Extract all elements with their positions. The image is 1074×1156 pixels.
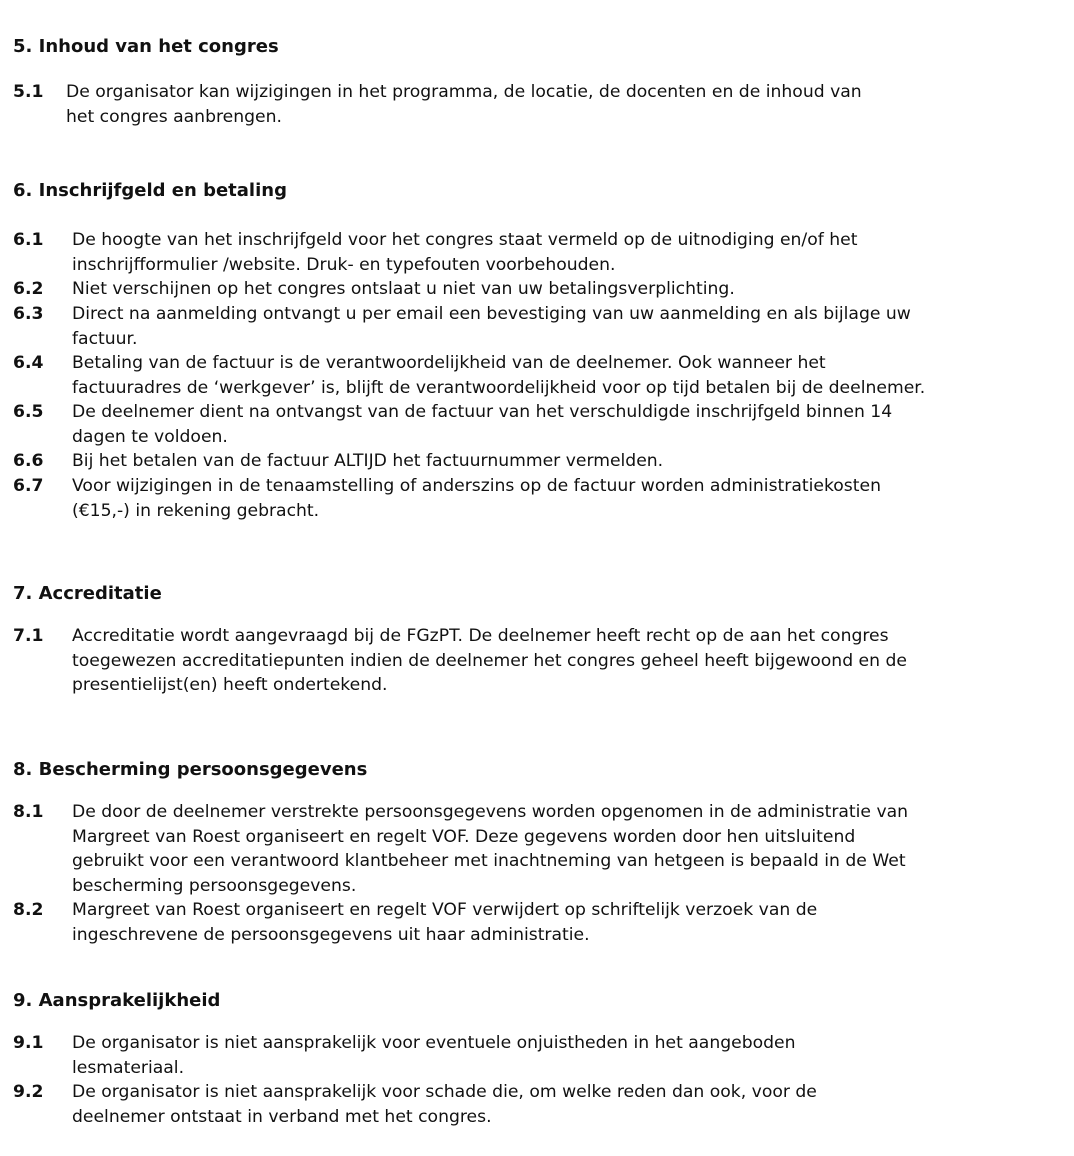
clause-text: De organisator kan wijzigingen in het programma, de locatie, de docenten en de inhoud van het congres aanbrengen. — [66, 82, 862, 127]
clause-number: 7.1 — [13, 626, 44, 646]
clause-6-4 — [13, 351, 925, 400]
clause-number: 8.2 — [13, 900, 44, 920]
clause-6-3 — [13, 302, 911, 351]
clause-6-6 — [13, 449, 663, 474]
clause-9-1 — [13, 1031, 796, 1080]
section-heading-7: 7. Accreditatie — [13, 583, 162, 604]
clause-number: 6.6 — [13, 451, 44, 471]
clause-text: De organisator is niet aansprakelijk voor schade die, om welke reden dan ook, voor de deelnemer ontstaat in verband met het congres. — [72, 1082, 817, 1127]
clause-6-7 — [13, 474, 881, 523]
clause-text: Accreditatie wordt aangevraagd bij de FGzPT. De deelnemer heeft recht op de aan het congres toegewezen accreditatiepunten indien de deelnemer het congres geheel heeft bijgewoond en de presentielijst(en) heeft ondertekend. — [72, 626, 907, 695]
clause-6-1 — [13, 228, 857, 277]
clause-8-2 — [13, 898, 817, 947]
clause-number: 9.2 — [13, 1082, 44, 1102]
clause-number: 6.4 — [13, 353, 44, 373]
clause-number: 9.1 — [13, 1033, 44, 1053]
clause-6-5 — [13, 400, 892, 449]
clause-8-1 — [13, 800, 908, 898]
clause-text: Voor wijzigingen in de tenaamstelling of anderszins op de factuur worden administratiekosten (€15,-) in rekening gebracht. — [72, 476, 881, 521]
clause-text: Betaling van de factuur is de verantwoordelijkheid van de deelnemer. Ook wanneer het factuuradres de ‘werkgever’ is, blijft de verantwoordelijkheid voor op tijd betalen bij de deelnemer. — [72, 353, 926, 398]
section-heading-9: 9. Aansprakelijkheid — [13, 990, 221, 1011]
clause-text: Bij het betalen van de factuur ALTIJD het factuurnummer vermelden. — [72, 451, 664, 471]
clause-number: 6.3 — [13, 304, 44, 324]
clause-text: De hoogte van het inschrijfgeld voor het congres staat vermeld op de uitnodiging en/of het inschrijfformulier /website. Druk- en typefouten voorbehouden. — [72, 230, 858, 275]
clause-5-1 — [13, 80, 862, 129]
section-heading-8: 8. Bescherming persoonsgegevens — [13, 759, 368, 780]
clause-text: De organisator is niet aansprakelijk voor eventuele onjuistheden in het aangeboden lesmateriaal. — [72, 1033, 796, 1078]
clause-text: De door de deelnemer verstrekte persoonsgegevens worden opgenomen in de administratie van Margreet van Roest organiseert en regelt VOF. Deze gegevens worden door hen uitsluitend gebruikt voor een verantwoord klantbeheer met inachtneming van hetgeen is bepaald in de Wet bescherming persoonsgegevens. — [72, 802, 909, 896]
clause-number: 6.2 — [13, 279, 44, 299]
clause-number: 6.7 — [13, 476, 44, 496]
section-heading-6: 6. Inschrijfgeld en betaling — [13, 180, 287, 201]
clause-9-2 — [13, 1080, 817, 1129]
clause-text: Niet verschijnen op het congres ontslaat u niet van uw betalingsverplichting. — [72, 279, 735, 299]
clause-number: 5.1 — [13, 82, 44, 102]
clause-6-2 — [13, 277, 735, 302]
section-heading-5: 5. Inhoud van het congres — [13, 36, 279, 57]
clause-text: De deelnemer dient na ontvangst van de factuur van het verschuldigde inschrijfgeld binnen 14 dagen te voldoen. — [72, 402, 893, 447]
clause-number: 6.5 — [13, 402, 44, 422]
clause-number: 6.1 — [13, 230, 44, 250]
clause-number: 8.1 — [13, 802, 44, 822]
clause-text: Direct na aanmelding ontvangt u per email een bevestiging van uw aanmelding en als bijlage uw factuur. — [72, 304, 911, 349]
clause-text: Margreet van Roest organiseert en regelt VOF verwijdert op schriftelijk verzoek van de ingeschrevene de persoonsgegevens uit haar administratie. — [72, 900, 818, 945]
clause-7-1 — [13, 624, 907, 698]
